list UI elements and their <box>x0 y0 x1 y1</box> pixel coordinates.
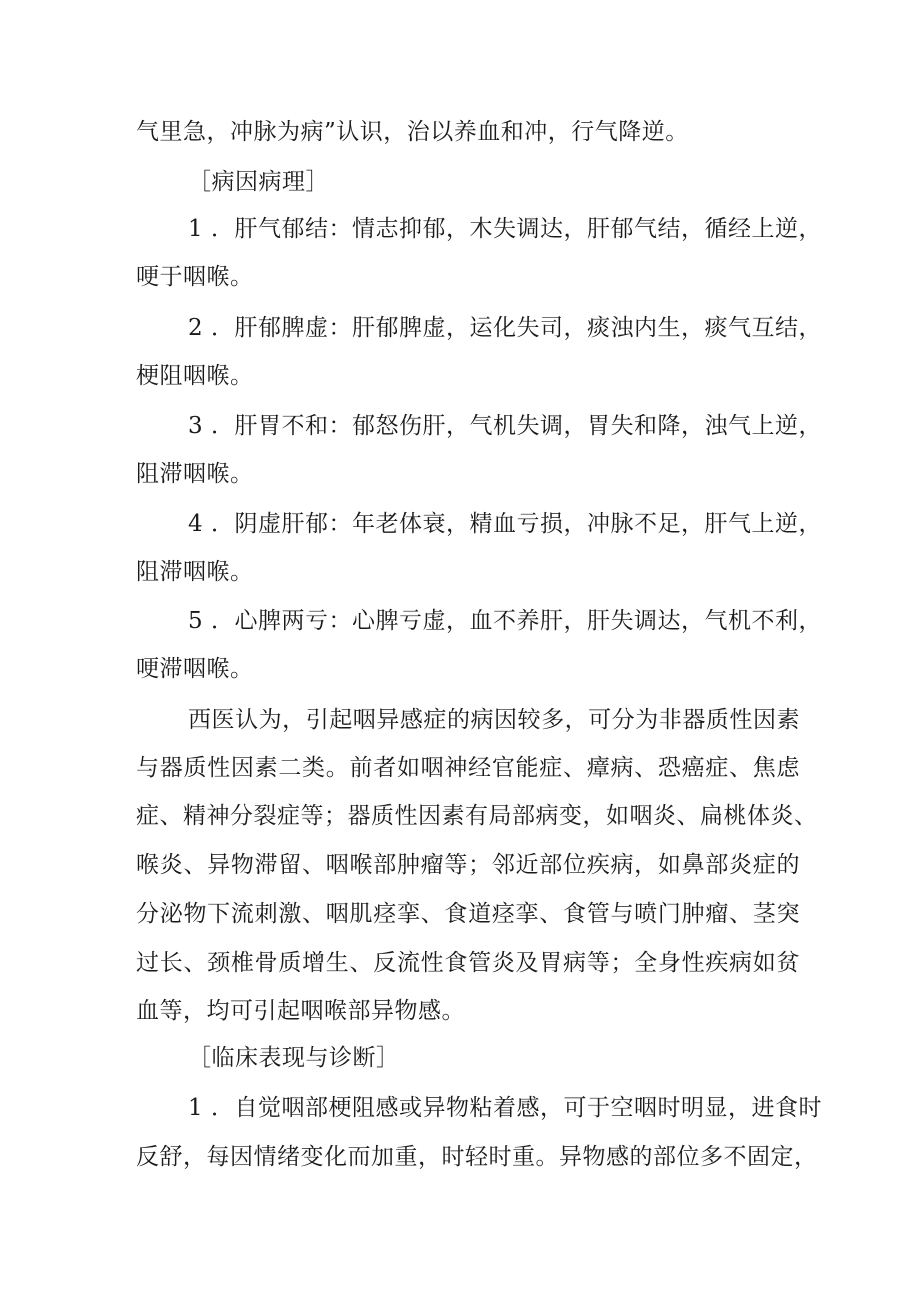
list-item-continuation: 反舒，每因情绪变化而加重，时轻时重。异物感的部位多不固定， <box>136 1144 818 1170</box>
list-item-continuation: 阻滞咽喉。 <box>136 559 254 585</box>
intro-line: 气里急，冲脉为病”认识，治以养血和冲，行气降逆。 <box>136 119 689 145</box>
list-item: 5 ．心脾两亏：心脾亏虚，血不养肝，肝失调达，气机不利， <box>188 608 822 634</box>
section-heading-clinical: ［临床表现与诊断］ <box>188 1045 400 1071</box>
list-item: 3 ．肝胃不和：郁怒伤肝，气机失调，胃失和降，浊气上逆， <box>188 413 822 439</box>
list-item-continuation: 阻滞咽喉。 <box>136 461 254 487</box>
list-item: 1 ．肝气郁结：情志抑郁，木失调达，肝郁气结，循经上逆， <box>188 216 822 242</box>
list-item: 1 ．自觉咽部梗阻感或异物粘着感，可于空咽时明显，进食时 <box>188 1095 822 1121</box>
list-item: 4 ．阴虚肝郁：年老体衰，精血亏损，冲脉不足，肝气上逆， <box>188 511 822 537</box>
list-item-continuation: 哽滞咽喉。 <box>136 656 254 682</box>
paragraph-line: 与器质性因素二类。前者如咽神经官能症、瘴病、恐癌症、焦虑 <box>136 755 800 781</box>
list-item-continuation: 梗阻咽喉。 <box>136 363 254 389</box>
paragraph-line: 西医认为，引起咽异感症的病因较多，可分为非器质性因素 <box>188 707 800 733</box>
paragraph-line: 血等，均可引起咽喉部异物感。 <box>136 998 465 1024</box>
paragraph-line: 过长、颈椎骨质增生、反流性食管炎及胃病等；全身性疾病如贫 <box>136 950 800 976</box>
section-heading-etiology: ［病因病理］ <box>188 169 329 195</box>
list-item: 2 ．肝郁脾虚：肝郁脾虚，运化失司，痰浊内生，痰气互结， <box>188 315 822 341</box>
paragraph-line: 喉炎、异物滞留、咽喉部肿瘤等；邻近部位疾病，如鼻部炎症的 <box>136 852 800 878</box>
paragraph-line: 症、精神分裂症等；器质性因素有局部病变，如咽炎、扁桃体炎、 <box>136 803 818 829</box>
list-item-continuation: 哽于咽喉。 <box>136 264 254 290</box>
paragraph-line: 分泌物下流刺激、咽肌痉挛、食道痉挛、食管与喷门肿瘤、茎突 <box>136 901 800 927</box>
